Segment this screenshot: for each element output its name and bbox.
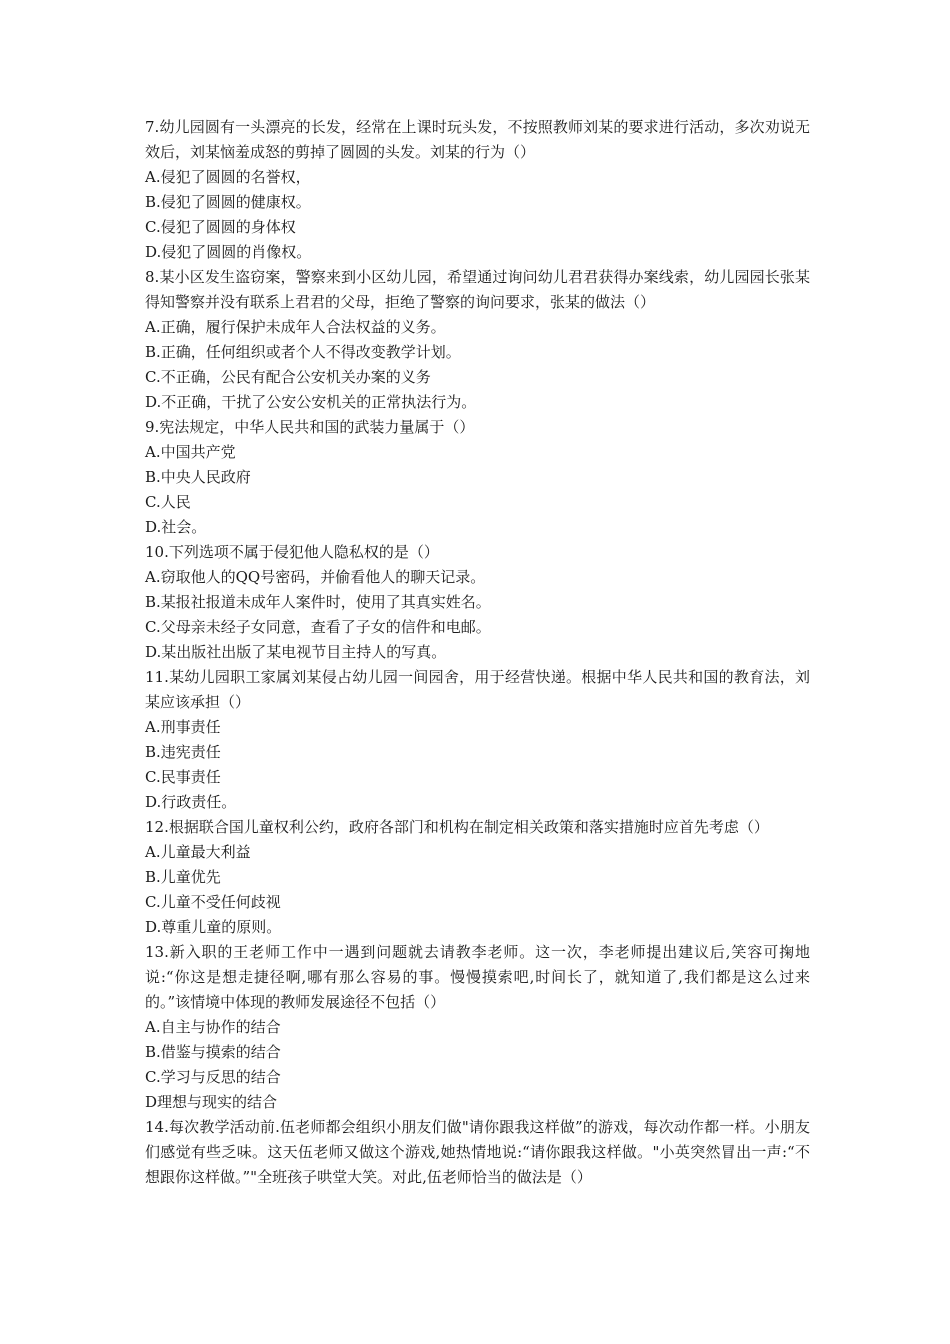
option-a: A.正确，履行保护未成年人合法权益的义务。 [145,318,446,336]
option-d: D.行政责任。 [145,793,237,811]
question-stem: 9.宪法规定，中华人民共和国的武装力量属于（） [145,418,475,436]
option-c: C.儿童不受任何歧视 [145,893,281,911]
question-stem: 10.下列选项不属于侵犯他人隐私权的是（） [145,543,439,561]
option-a: A.儿童最大利益 [145,843,251,861]
question-9 [145,415,810,540]
option-b: B.借鉴与摸索的结合 [145,1043,281,1061]
option-b: B.中央人民政府 [145,468,251,486]
question-10 [145,540,810,665]
option-b: B.某报社报道未成年人案件时，使用了其真实姓名。 [145,593,491,611]
question-12 [145,815,810,940]
option-d: D.尊重儿童的原则。 [145,918,282,936]
question-stem: 11.某幼儿园职工家属刘某侵占幼儿园一间园舍，用于经营快递。根据中华人民共和国的教育法，刘某应该承担（） [145,668,810,711]
question-8 [145,265,810,415]
question-7 [145,115,810,265]
question-stem: 8.某小区发生盗窃案，警察来到小区幼儿园，希望通过询问幼儿君君获得办案线索，幼儿园园长张某得知警察并没有联系上君君的父母，拒绝了警察的询问要求，张某的做法（） [145,268,810,311]
option-c: C.人民 [145,493,191,511]
option-a: A.自主与协作的结合 [145,1018,281,1036]
option-d: D.不正确，干扰了公安公安机关的正常执法行为。 [145,393,477,411]
question-stem: 12.根据联合国儿童权利公约，政府各部门和机构在制定相关政策和落实措施时应首先考虑（） [145,818,769,836]
question-14 [145,1115,810,1190]
option-c: C.不正确，公民有配合公安机关办案的义务 [145,368,431,386]
option-a: A.刑事责任 [145,718,221,736]
option-b: B.违宪责任 [145,743,221,761]
question-stem: 13.新入职的王老师工作中一遇到问题就去请教李老师。这一次，李老师提出建议后,笑容可掬地说:“你这是想走捷径啊,哪有那么容易的事。慢慢摸索吧,时间长了，就知道了,我们都是这么过来的。”该情境中体现的教师发展途径不包括（） [145,943,810,1011]
question-list [145,115,810,1190]
option-d: D理想与现实的结合 [145,1093,278,1111]
option-a: A.中国共产党 [145,443,236,461]
option-c: C.侵犯了圆圆的身体权 [145,218,296,236]
option-b: B.正确，任何组织或者个人不得改变教学计划。 [145,343,461,361]
option-c: C.父母亲未经子女同意，查看了子女的信件和电邮。 [145,618,491,636]
option-c: C.学习与反思的结合 [145,1068,281,1086]
option-b: B.儿童优先 [145,868,221,886]
option-a: A.侵犯了圆圆的名誉权， [145,168,311,186]
option-d: D.社会。 [145,518,207,536]
question-13 [145,940,810,1115]
option-d: D.侵犯了圆圆的肖像权。 [145,243,312,261]
option-d: D.某出版社出版了某电视节目主持人的写真。 [145,643,447,661]
question-stem: 7.幼儿园圆有一头漂亮的长发，经常在上课时玩头发，不按照教师刘某的要求进行活动，多次劝说无效后，刘某恼羞成怒的剪掉了圆圆的头发。刘某的行为（） [145,118,810,161]
question-stem: 14.每次教学活动前.伍老师都会组织小朋友们做"请你跟我这样做”的游戏，每次动作都一样。小朋友们感觉有些乏味。这天伍老师又做这个游戏,她热情地说:“请你跟我这样做。"小英突然冒出一声:“不想跟你这样做。”"全班孩子哄堂大笑。对此,伍老师恰当的做法是（） [145,1118,810,1186]
question-11 [145,665,810,815]
option-b: B.侵犯了圆圆的健康权。 [145,193,311,211]
option-c: C.民事责任 [145,768,221,786]
option-a: A.窃取他人的QQ号密码，并偷看他人的聊天记录。 [145,568,486,586]
